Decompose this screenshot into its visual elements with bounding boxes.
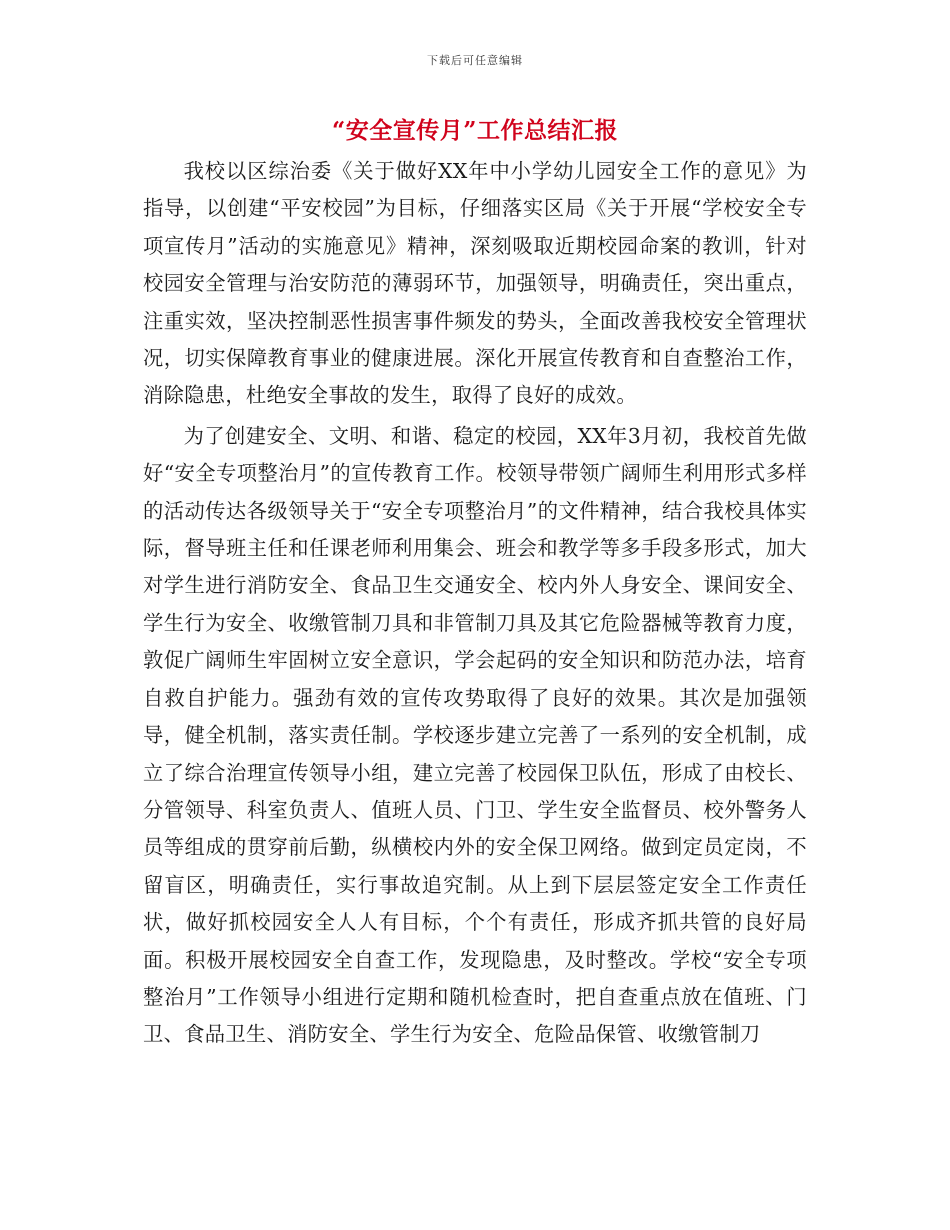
paragraph-1: 我校以区综治委《关于做好XX年中小学幼儿园安全工作的意见》为指导，以创建“平安校园”为目标，仔细落实区局《关于开展“学校安全专项宣传月”活动的实施意见》精神，深刻吸取近期校园命案的教训，针对校园安全管理与治安防范的薄弱环节，加强领导，明确责任，突出重点，注重实效，坚决控制恶性损害事件频发的势头，全面改善我校安全管理状况，切实保障教育事业的健康进展。深化开展宣传教育和自查整治工作，消除隐患，杜绝安全事故的发生，取得了良好的成效。 (143, 159, 807, 408)
document-body (143, 153, 807, 1054)
header-note: 下载后可任意编辑 (427, 54, 523, 67)
paragraph-2: 为了创建安全、文明、和谐、稳定的校园，XX年3月初，我校首先做好“安全专项整治月”的宣传教育工作。校领导带领广阔师生利用形式多样的活动传达各级领导关于“安全专项整治月”的文件精神，结合我校具体实际，督导班主任和任课老师利用集会、班会和教学等多手段多形式，加大对学生进行消防安全、食品卫生交通安全、校内外人身安全、课间安全、学生行为安全、收缴管制刀具和非管制刀具及其它危险器械等教育力度，敦促广阔师生牢固树立安全意识，学会起码的安全知识和防范办法，培育自救自护能力。强劲有效的宣传攻势取得了良好的效果。其次是加强领导，健全机制，落实责任制。学校逐步建立完善了一系列的安全机制，成立了综合治理宣传领导小组，建立完善了校园保卫队伍，形成了由校长、分管领导、科室负责人、值班人员、门卫、学生安全监督员、校外警务人员等组成的贯穿前后勤，纵横校内外的安全保卫网络。做到定员定岗，不留盲区，明确责任，实行事故追究制。从上到下层层签定安全工作责任状，做好抓校园安全人人有目标，个个有责任，形成齐抓共管的良好局面。积极开展校园安全自查工作，发现隐患，及时整改。学校“安全专项整治月”工作领导小组进行定期和随机检查时，把自查重点放在值班、门卫、食品卫生、消防安全、学生行为安全、危险品保管、收缴管制刀 (143, 423, 807, 1047)
document-title: “安全宣传月”工作总结汇报 (332, 117, 618, 144)
